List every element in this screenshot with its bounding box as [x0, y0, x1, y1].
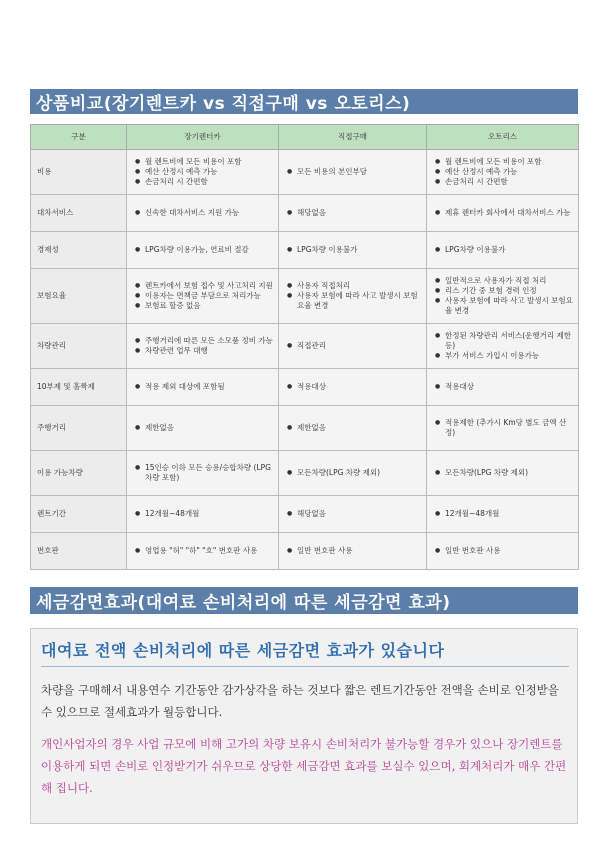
bullet-item: ● 12개월~48개월 [445, 509, 574, 519]
bullet-item: ● 해당없음 [297, 208, 422, 218]
bullet-item: ● 사용자 보험에 따라 사고 발생시 보험요율 변경 [297, 291, 422, 311]
cell-lease [427, 451, 579, 496]
bullet-item: ● 사용자 직접처리 [297, 281, 422, 291]
bullet-list [431, 276, 574, 316]
bullet-list [283, 208, 422, 218]
comparison-section-title [30, 89, 578, 114]
bullet-item: ● LPG차량 이용불가 [297, 245, 422, 255]
row-label: 번호판 [31, 533, 127, 570]
bullet-list [283, 423, 422, 433]
cell-purchase [279, 150, 427, 195]
bullet-item: ● 적용대상 [297, 382, 422, 392]
bullet-item: ● 해당없음 [297, 509, 422, 519]
table-row [31, 406, 579, 451]
row-label: 비용 [31, 150, 127, 195]
bullet-list [283, 281, 422, 311]
cell-lease [427, 150, 579, 195]
table-row [31, 150, 579, 195]
bullet-item: ● 적용 제외 대상에 포함됨 [145, 382, 274, 392]
cell-purchase [279, 232, 427, 269]
comparison-section-title-text: 상품비교(장기렌트카 vs 직접구매 vs 오토리스) [36, 94, 411, 114]
bullet-list [431, 418, 574, 438]
bullet-list [131, 336, 274, 356]
bullet-item: ● 신속한 대차서비스 지원 가능 [145, 208, 274, 218]
cell-lease [427, 269, 579, 324]
table-row [31, 324, 579, 369]
cell-rental [127, 269, 279, 324]
header-direct-purchase: 직접구매 [279, 125, 427, 150]
bullet-list [431, 546, 574, 556]
row-label: 렌트기간 [31, 496, 127, 533]
bullet-item: ● 월 렌트비에 모든 비용이 포함 [445, 157, 574, 167]
bullet-item: ● 예산 산정시 예측 가능 [145, 167, 274, 177]
table-row [31, 496, 579, 533]
cell-rental [127, 195, 279, 232]
row-label: 보험요율 [31, 269, 127, 324]
bullet-list [131, 281, 274, 311]
bullet-item: ● 적용제한 (추가시 Km당 별도 금액 산정) [445, 418, 574, 438]
bullet-list [131, 208, 274, 218]
bullet-list [131, 546, 274, 556]
row-label: 차량관리 [31, 324, 127, 369]
cell-rental [127, 406, 279, 451]
cell-lease [427, 496, 579, 533]
bullet-item: ● 손금처리 시 간편함 [445, 177, 574, 187]
table-row [31, 232, 579, 269]
tax-benefit-paragraph-2: 개인사업자의 경우 사업 규모에 비해 고가의 차량 보유시 손비처리가 불가능할 경우가 있으나 장기렌트를 이용하게 되면 손비로 인정받기가 쉬우므로 상당한 세금감면 효과를 보실수 있으며, 회계처리가 매우 간편해 집니다. [41, 737, 567, 795]
bullet-item: ● 손금처리 시 간편함 [145, 177, 274, 187]
comparison-table-header [31, 125, 579, 150]
bullet-list [283, 382, 422, 392]
table-row [31, 533, 579, 570]
bullet-list [131, 509, 274, 519]
bullet-list [283, 167, 422, 177]
tax-benefit-headline: 대여료 전액 손비처리에 따른 세금감면 효과가 있습니다 [41, 641, 445, 660]
comparison-table [30, 124, 579, 570]
row-label: 대차서비스 [31, 195, 127, 232]
bullet-item: ● 월 렌트비에 모든 비용이 포함 [145, 157, 274, 167]
tax-section-title-text: 세금감면효과(대여료 손비처리에 따른 세금감면 효과) [36, 593, 451, 613]
bullet-item: ● 부가 서비스 가입시 이용가능 [445, 351, 574, 361]
bullet-item: ● 주행거리에 따른 모든 소모품 정비 가능 [145, 336, 274, 346]
bullet-list [283, 468, 422, 478]
bullet-item: ● 렌트카에서 보험 접수 및 사고처리 지원 [145, 281, 274, 291]
cell-purchase [279, 406, 427, 451]
table-row [31, 369, 579, 406]
header-auto-lease: 오토리스 [427, 125, 579, 150]
bullet-list [431, 509, 574, 519]
row-label: 이용 가능차량 [31, 451, 127, 496]
bullet-list [131, 382, 274, 392]
cell-purchase [279, 195, 427, 232]
cell-lease [427, 369, 579, 406]
bullet-item: ● 직접관리 [297, 341, 422, 351]
cell-rental [127, 369, 279, 406]
bullet-item: ● 적용대상 [445, 382, 574, 392]
tax-benefit-panel [30, 628, 578, 824]
cell-lease [427, 533, 579, 570]
bullet-item: ● LPG차량 이용불가 [445, 245, 574, 255]
headline-divider [41, 666, 569, 667]
bullet-list [431, 331, 574, 361]
bullet-list [283, 509, 422, 519]
bullet-item: ● 모든차량(LPG 차량 제외) [445, 468, 574, 478]
bullet-item: ● 리스 기간 중 보험 경력 인정 [445, 286, 574, 296]
cell-lease [427, 406, 579, 451]
tax-benefit-paragraph-1: 차량을 구매해서 내용연수 기간동안 감가상각을 하는 것보다 짧은 렌트기간동안 전액을 손비로 인정받을 수 있으므로 절세효과가 월등합니다. [41, 683, 559, 719]
bullet-list [431, 382, 574, 392]
bullet-list [283, 245, 422, 255]
bullet-list [131, 423, 274, 433]
bullet-item: ● 제한없음 [145, 423, 274, 433]
bullet-list [431, 468, 574, 478]
bullet-list [283, 341, 422, 351]
header-category: 구분 [31, 125, 127, 150]
bullet-item: ● 예산 산정시 예측 가능 [445, 167, 574, 177]
cell-rental [127, 451, 279, 496]
cell-lease [427, 324, 579, 369]
bullet-item: ● 보험료 할증 없음 [145, 301, 274, 311]
bullet-list [131, 463, 274, 483]
bullet-list [431, 245, 574, 255]
bullet-item: ● 영업용 "허" "하" "호" 번호판 사용 [145, 546, 274, 556]
bullet-item: ● 차량관련 업무 대행 [145, 346, 274, 356]
cell-purchase [279, 496, 427, 533]
bullet-item: ● 제한없음 [297, 423, 422, 433]
cell-rental [127, 324, 279, 369]
bullet-item: ● LPG차량 이용가능, 연료비 절감 [145, 245, 274, 255]
bullet-item: ● 이용자는 면책금 부담으로 처리가능 [145, 291, 274, 301]
bullet-list [131, 157, 274, 187]
cell-purchase [279, 324, 427, 369]
table-row [31, 451, 579, 496]
bullet-list [283, 546, 422, 556]
bullet-list [431, 157, 574, 187]
bullet-item: ● 모든 비용의 본인부담 [297, 167, 422, 177]
bullet-list [431, 208, 574, 218]
cell-rental [127, 496, 279, 533]
bullet-item: ● 사용자 보험에 따라 사고 발생시 보험요율 변경 [445, 296, 574, 316]
bullet-item: ● 일반 번호판 사용 [297, 546, 422, 556]
bullet-item: ● 일반 번호판 사용 [445, 546, 574, 556]
bullet-item: ● 12개월~48개월 [145, 509, 274, 519]
header-long-term-rental: 장기렌터카 [127, 125, 279, 150]
cell-purchase [279, 269, 427, 324]
bullet-list [131, 245, 274, 255]
cell-lease [427, 232, 579, 269]
cell-lease [427, 195, 579, 232]
row-label: 주행거리 [31, 406, 127, 451]
table-row [31, 269, 579, 324]
cell-purchase [279, 533, 427, 570]
cell-rental [127, 533, 279, 570]
row-label: 10부제 및 홀짝제 [31, 369, 127, 406]
tax-section-title [30, 587, 578, 614]
table-row [31, 195, 579, 232]
bullet-item: ● 모든차량(LPG 차량 제외) [297, 468, 422, 478]
cell-rental [127, 232, 279, 269]
cell-purchase [279, 369, 427, 406]
cell-rental [127, 150, 279, 195]
row-label: 경제성 [31, 232, 127, 269]
bullet-item: ● 일반적으로 사용자가 직접 처리 [445, 276, 574, 286]
bullet-item: ● 제휴 렌터카 회사에서 대차서비스 가능 [445, 208, 574, 218]
bullet-item: ● 한정된 차량관리 서비스(운행거리 제한 등) [445, 331, 574, 351]
cell-purchase [279, 451, 427, 496]
bullet-item: ● 15인승 이하 모든 승용/승합차량 (LPG 차량 포함) [145, 463, 274, 483]
